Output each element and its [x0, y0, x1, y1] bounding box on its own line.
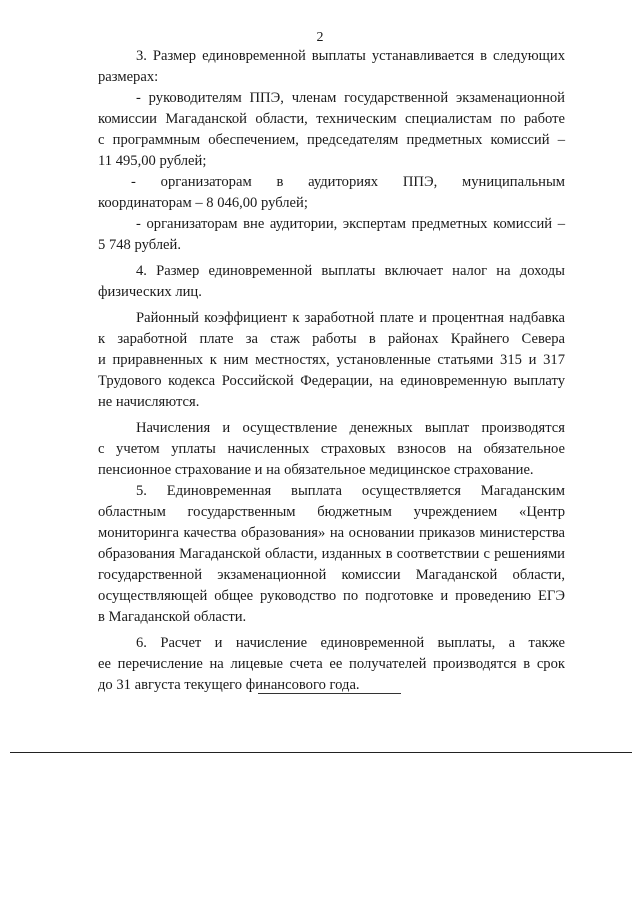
paragraph-line: областным государственным бюджетным учреждением «Центр [98, 504, 565, 520]
paragraph-line: 11 495,00 рублей; [98, 153, 207, 169]
paragraph-line: - организаторам в аудиториях ППЭ, муниципальным [131, 174, 565, 190]
page-divider [10, 752, 632, 753]
paragraph-line: к заработной плате за стаж работы в районах Крайнего Севера [98, 331, 565, 347]
paragraph-4 [98, 261, 565, 303]
paragraph-3-item-a [98, 88, 565, 172]
paragraph-line: мониторинга качества образования» на основании приказов министерства [98, 525, 565, 541]
document-body [98, 46, 565, 696]
paragraph-line: физических лиц. [98, 284, 202, 300]
paragraph-line: - организаторам вне аудитории, экспертам предметных комиссий – [136, 216, 565, 232]
paragraph-line: 6. Расчет и начисление единовременной выплаты, а также [136, 635, 565, 651]
paragraph-line: 4. Размер единовременной выплаты включает налог на доходы [136, 263, 565, 279]
paragraph-3-item-c [98, 214, 565, 256]
paragraph-line: образования Магаданской области, изданных в соответствии с решениями [98, 546, 565, 562]
paragraph-line: Районный коэффициент к заработной плате и процентная надбавка [136, 310, 565, 326]
paragraph-line: осуществляющей общее руководство по подготовке и проведению ЕГЭ [98, 588, 565, 604]
paragraph-6 [98, 633, 565, 696]
paragraph-line: 5 748 рублей. [98, 237, 181, 253]
paragraph-line: - руководителям ППЭ, членам государственной экзаменационной [136, 90, 565, 106]
paragraph-5 [98, 481, 565, 628]
paragraph-line: Начисления и осуществление денежных выплат производятся [136, 420, 565, 436]
paragraph-line: координаторам – 8 046,00 рублей; [98, 195, 308, 211]
paragraph-3 [98, 46, 565, 88]
paragraph-4-insurance [98, 418, 565, 481]
paragraph-line: ее перечисление на лицевые счета ее получателей производятся в срок [98, 656, 565, 672]
paragraph-line: 3. Размер единовременной выплаты устанавливается в следующих [136, 48, 565, 64]
paragraph-line: размерах: [98, 69, 159, 85]
paragraph-line: и приравненных к ним местностях, установленные статьями 315 и 317 [98, 352, 565, 368]
paragraph-line: с программным обеспечением, председателям предметных комиссий – [98, 132, 565, 148]
paragraph-4-coefficient [98, 308, 565, 413]
paragraph-line: государственной экзаменационной комиссии Магаданской области, [98, 567, 565, 583]
paragraph-line: с учетом уплаты начисленных страховых взносов на обязательное [98, 441, 565, 457]
paragraph-line: 5. Единовременная выплата осуществляется Магаданским [136, 483, 565, 499]
paragraph-line: комиссии Магаданской области, техническим специалистам по работе [98, 111, 565, 127]
page-number: 2 [316, 30, 324, 45]
paragraph-line: пенсионное страхование и на обязательное медицинское страхование. [98, 462, 534, 478]
paragraph-line: не начисляются. [98, 394, 200, 410]
closing-rule [258, 693, 401, 694]
paragraph-line: в Магаданской области. [98, 609, 247, 625]
paragraph-line: Трудового кодекса Российской Федерации, на единовременную выплату [98, 373, 565, 389]
paragraph-line: до 31 августа текущего финансового года. [98, 677, 360, 693]
paragraph-3-item-b [98, 172, 565, 214]
